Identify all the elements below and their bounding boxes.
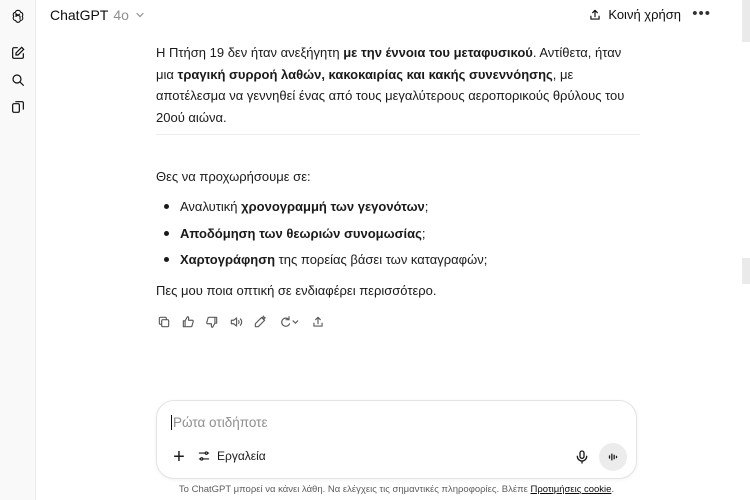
scrollbar-thumb[interactable] [742, 0, 750, 42]
regenerate-icon[interactable] [276, 314, 302, 330]
thumbs-down-icon[interactable] [204, 314, 220, 330]
scrollbar-fragment [742, 258, 750, 284]
text-span: Αναλυτική [180, 199, 242, 214]
tools-label: Εργαλεία [217, 449, 266, 463]
disclaimer-end: . [611, 484, 615, 495]
openai-logo-icon[interactable] [8, 6, 28, 26]
voice-mode-button[interactable] [599, 443, 627, 471]
left-rail [0, 0, 36, 500]
copy-icon[interactable] [156, 314, 172, 330]
list-item [162, 221, 487, 248]
bold-span: με την έννοια του μεταφυσικού [343, 45, 533, 60]
model-selector[interactable] [50, 7, 146, 23]
search-icon[interactable] [8, 70, 28, 90]
microphone-icon[interactable] [574, 449, 590, 465]
chevron-down-icon [134, 9, 146, 21]
sliders-icon [197, 449, 211, 463]
top-bar [36, 0, 750, 32]
waveform-icon [606, 450, 620, 464]
text-span: Η Πτήση 19 δεν ήταν ανεξήγητη [156, 45, 344, 60]
add-attachment-button[interactable]: + [173, 446, 185, 468]
assistant-message-paragraph [156, 42, 640, 128]
text-span: ; [421, 225, 426, 241]
read-aloud-icon[interactable] [228, 314, 244, 330]
edit-canvas-icon[interactable] [252, 314, 268, 330]
bold-span: Αποδόμηση των θεωριών συνομωσίας [180, 225, 422, 241]
share-button[interactable] [588, 7, 681, 22]
message-composer[interactable] [156, 400, 637, 479]
more-options-button[interactable]: ••• [692, 5, 711, 22]
list-item [162, 194, 487, 221]
prompt-input[interactable]: Ρώτα οτιδήποτε [173, 415, 268, 430]
message-actions [156, 314, 326, 330]
share-label: Κοινή χρήση [608, 7, 681, 22]
new-chat-icon[interactable] [8, 43, 28, 63]
model-version: 4o [113, 7, 129, 23]
text-span: , με αποτέλεσμα να γεννηθεί ένας από τους μεγαλύτερους αεροπορικούς θρύλους του 20ού αιώνα. [156, 66, 625, 125]
cookie-preferences-link[interactable]: Προτιμήσεις cookie [530, 484, 612, 495]
bold-span: τραγική συρροή λαθών, κακοκαιρίας και κακής συνεννόησης [177, 66, 553, 82]
bold-span: Χαρτογράφηση [180, 252, 276, 267]
closing-line: Πες μου ποια οπτική σε ενδιαφέρει περισσότερο. [156, 283, 437, 298]
text-span: της πορείας βάσει των καταγραφών; [275, 252, 488, 267]
text-span: . Αντίθετα, ήταν μια [156, 45, 622, 82]
bold-span: χρονογραμμή των γεγονότων [241, 199, 425, 214]
share-icon [588, 8, 602, 22]
list-item [162, 247, 487, 274]
app-name: ChatGPT [50, 7, 109, 23]
divider [156, 134, 640, 135]
share-icon[interactable] [310, 314, 326, 330]
disclaimer [156, 484, 637, 495]
tools-button[interactable] [197, 449, 266, 463]
disclaimer-text: Το ChatGPT μπορεί να κάνει λάθη. Να ελέγχεις τις σημαντικές πληροφορίες. Βλέπε [178, 484, 531, 495]
thumbs-up-icon[interactable] [180, 314, 196, 330]
options-list [162, 194, 487, 274]
follow-up-question: Θες να προχωρήσουμε σε: [156, 169, 311, 184]
text-span: ; [424, 199, 429, 214]
library-icon[interactable] [8, 97, 28, 117]
